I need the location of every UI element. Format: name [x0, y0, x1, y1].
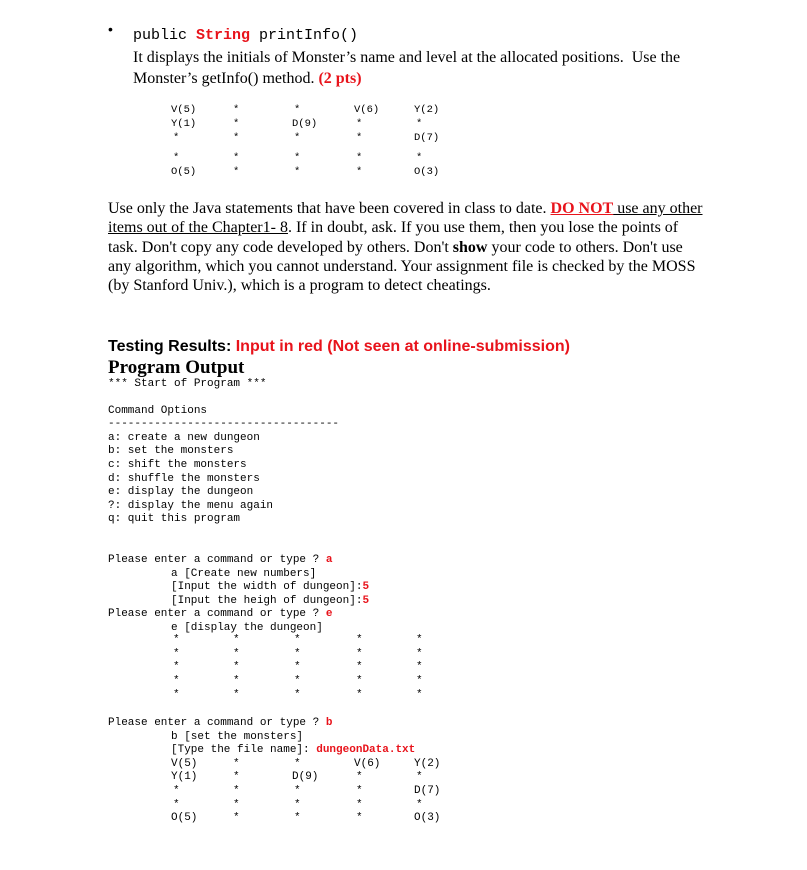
- prompt-line-a: [108, 554, 332, 568]
- rules-part2: use any other items out of the Chapter1- 8: [108, 200, 703, 237]
- grid-cell: Y(2): [414, 758, 441, 770]
- grid-cell: Y(1): [171, 118, 197, 130]
- grid-cell: O(5): [171, 812, 198, 824]
- grid-cell: *: [173, 785, 180, 797]
- grid-cell: *: [294, 132, 301, 144]
- grid-cell: *: [173, 152, 180, 164]
- rules-part4: your code to others. Don't use any algorithm, which you cannot understand. Your assignment file is checked by the MOSS (by Stanford Univ.), which is a program to detect cheatings.: [108, 238, 696, 295]
- grid-cell: *: [173, 675, 180, 687]
- grid-cell: *: [356, 799, 363, 811]
- echo-a: a [Create new numbers]: [171, 568, 317, 580]
- grid-cell: *: [294, 166, 301, 178]
- grid-cell: *: [294, 661, 301, 673]
- grid-cell: *: [233, 799, 240, 811]
- menu-item: ?: display the menu again: [108, 500, 274, 512]
- grid-cell: Y(2): [414, 104, 440, 116]
- grid-cell: *: [416, 675, 423, 687]
- user-input-a: a: [325, 554, 333, 566]
- prompt-text: Please enter a command or type ?: [108, 608, 326, 620]
- start-line: *** Start of Program ***: [108, 378, 267, 390]
- file-input: dungeonData.txt: [316, 744, 416, 756]
- grid-cell: *: [356, 132, 363, 144]
- testing-note: Input in red (Not seen at online-submission): [235, 338, 570, 355]
- menu-item: q: quit this program: [108, 513, 241, 525]
- grid-cell: *: [233, 166, 240, 178]
- show-emphasis: show: [452, 238, 488, 256]
- method-description-line1: It displays the initials of Monster’s name and level at the allocated positions. Use the: [133, 49, 681, 66]
- grid-cell: *: [416, 799, 423, 811]
- menu-title: Command Options: [108, 405, 208, 417]
- menu-item: b: set the monsters: [108, 445, 234, 457]
- grid-cell: V(5): [171, 758, 198, 770]
- grid-cell: *: [416, 661, 423, 673]
- width-input: 5: [362, 581, 370, 593]
- program-output-title: Program Output: [108, 357, 245, 378]
- grid-cell: D(7): [414, 132, 440, 144]
- grid-cell: *: [356, 675, 363, 687]
- grid-cell: *: [416, 118, 423, 130]
- grid-cell: *: [356, 689, 363, 701]
- grid-cell: V(6): [354, 104, 380, 116]
- menu-item: d: shuffle the monsters: [108, 473, 260, 485]
- menu-item: c: shift the monsters: [108, 459, 247, 471]
- grid-cell: *: [294, 799, 301, 811]
- grid-cell: *: [356, 812, 363, 824]
- testing-label: Testing Results:: [108, 338, 236, 355]
- grid-cell: *: [356, 166, 363, 178]
- grid-cell: *: [173, 661, 180, 673]
- width-line: [171, 581, 369, 595]
- description-text: Monster’s getInfo() method.: [133, 70, 315, 87]
- grid-cell: *: [233, 689, 240, 701]
- grid-cell: V(6): [354, 758, 381, 770]
- grid-cell: *: [233, 771, 240, 783]
- grid-cell: *: [294, 758, 301, 770]
- rules-part1: Use only the Java statements that have been covered in class to date.: [108, 200, 551, 217]
- grid-cell: *: [416, 771, 423, 783]
- grid-cell: *: [233, 104, 240, 116]
- grid-cell: *: [233, 785, 240, 797]
- grid-cell: *: [294, 104, 301, 116]
- grid-cell: *: [356, 771, 363, 783]
- grid-cell: *: [356, 152, 363, 164]
- grid-cell: O(3): [414, 166, 440, 178]
- rules-part3: . If in doubt, ask. If you use them, then you lose the points of task. Don't copy any code developed by others. Don't: [108, 219, 679, 256]
- grid-cell: *: [294, 785, 301, 797]
- height-line: [171, 595, 369, 609]
- grid-cell: *: [233, 152, 240, 164]
- grid-cell: *: [416, 634, 423, 646]
- grid-cell: D(9): [292, 118, 318, 130]
- file-line: [171, 744, 415, 758]
- prompt-line-b: [108, 717, 332, 731]
- grid-cell: *: [416, 689, 423, 701]
- menu-item: a: create a new dungeon: [108, 432, 260, 444]
- grid-cell: Y(1): [171, 771, 198, 783]
- grid-cell: *: [233, 661, 240, 673]
- user-input-b: b: [325, 717, 333, 729]
- grid-cell: *: [356, 634, 363, 646]
- grid-cell: *: [416, 648, 423, 660]
- file-prompt: [Type the file name]:: [171, 744, 317, 756]
- signature-keyword: String: [196, 27, 251, 44]
- grid-cell: *: [233, 758, 240, 770]
- height-input: 5: [362, 595, 370, 607]
- height-prompt: [Input the heigh of dungeon]:: [171, 595, 363, 607]
- grid-cell: *: [356, 118, 363, 130]
- grid-cell: *: [173, 132, 180, 144]
- user-input-e: e: [325, 608, 333, 620]
- grid-cell: *: [233, 132, 240, 144]
- prompt-line-e: [108, 608, 332, 622]
- grid-cell: O(5): [171, 166, 197, 178]
- menu-divider: -----------------------------------: [108, 418, 340, 430]
- grid-cell: O(3): [414, 812, 441, 824]
- echo-e: e [display the dungeon]: [171, 622, 323, 634]
- grid-cell: *: [233, 675, 240, 687]
- grid-cell: *: [173, 634, 180, 646]
- do-not-warning: DO NOT: [550, 200, 614, 217]
- grid-cell: *: [173, 648, 180, 660]
- prompt-text: Please enter a command or type ?: [108, 717, 326, 729]
- grid-cell: *: [416, 152, 423, 164]
- echo-b: b [set the monsters]: [171, 731, 304, 743]
- grid-cell: *: [233, 634, 240, 646]
- grid-cell: *: [294, 812, 301, 824]
- grid-cell: *: [294, 675, 301, 687]
- grid-cell: V(5): [171, 104, 197, 116]
- signature-name: printInfo(): [250, 27, 359, 44]
- grid-cell: *: [294, 152, 301, 164]
- grid-cell: *: [233, 812, 240, 824]
- grid-cell: *: [294, 648, 301, 660]
- grid-cell: *: [173, 799, 180, 811]
- grid-cell: *: [294, 689, 301, 701]
- menu-item: e: display the dungeon: [108, 486, 254, 498]
- bullet-point: •: [108, 21, 113, 37]
- prompt-text: Please enter a command or type ?: [108, 554, 326, 566]
- signature-prefix: public: [133, 27, 197, 44]
- grid-cell: *: [173, 689, 180, 701]
- grid-cell: D(9): [292, 771, 319, 783]
- grid-cell: *: [233, 648, 240, 660]
- grid-cell: *: [356, 785, 363, 797]
- grid-cell: *: [233, 118, 240, 130]
- grid-cell: *: [356, 648, 363, 660]
- grid-cell: *: [294, 634, 301, 646]
- grid-cell: D(7): [414, 785, 441, 797]
- points-label: (2 pts): [318, 70, 362, 87]
- width-prompt: [Input the width of dungeon]:: [171, 581, 363, 593]
- grid-cell: *: [356, 661, 363, 673]
